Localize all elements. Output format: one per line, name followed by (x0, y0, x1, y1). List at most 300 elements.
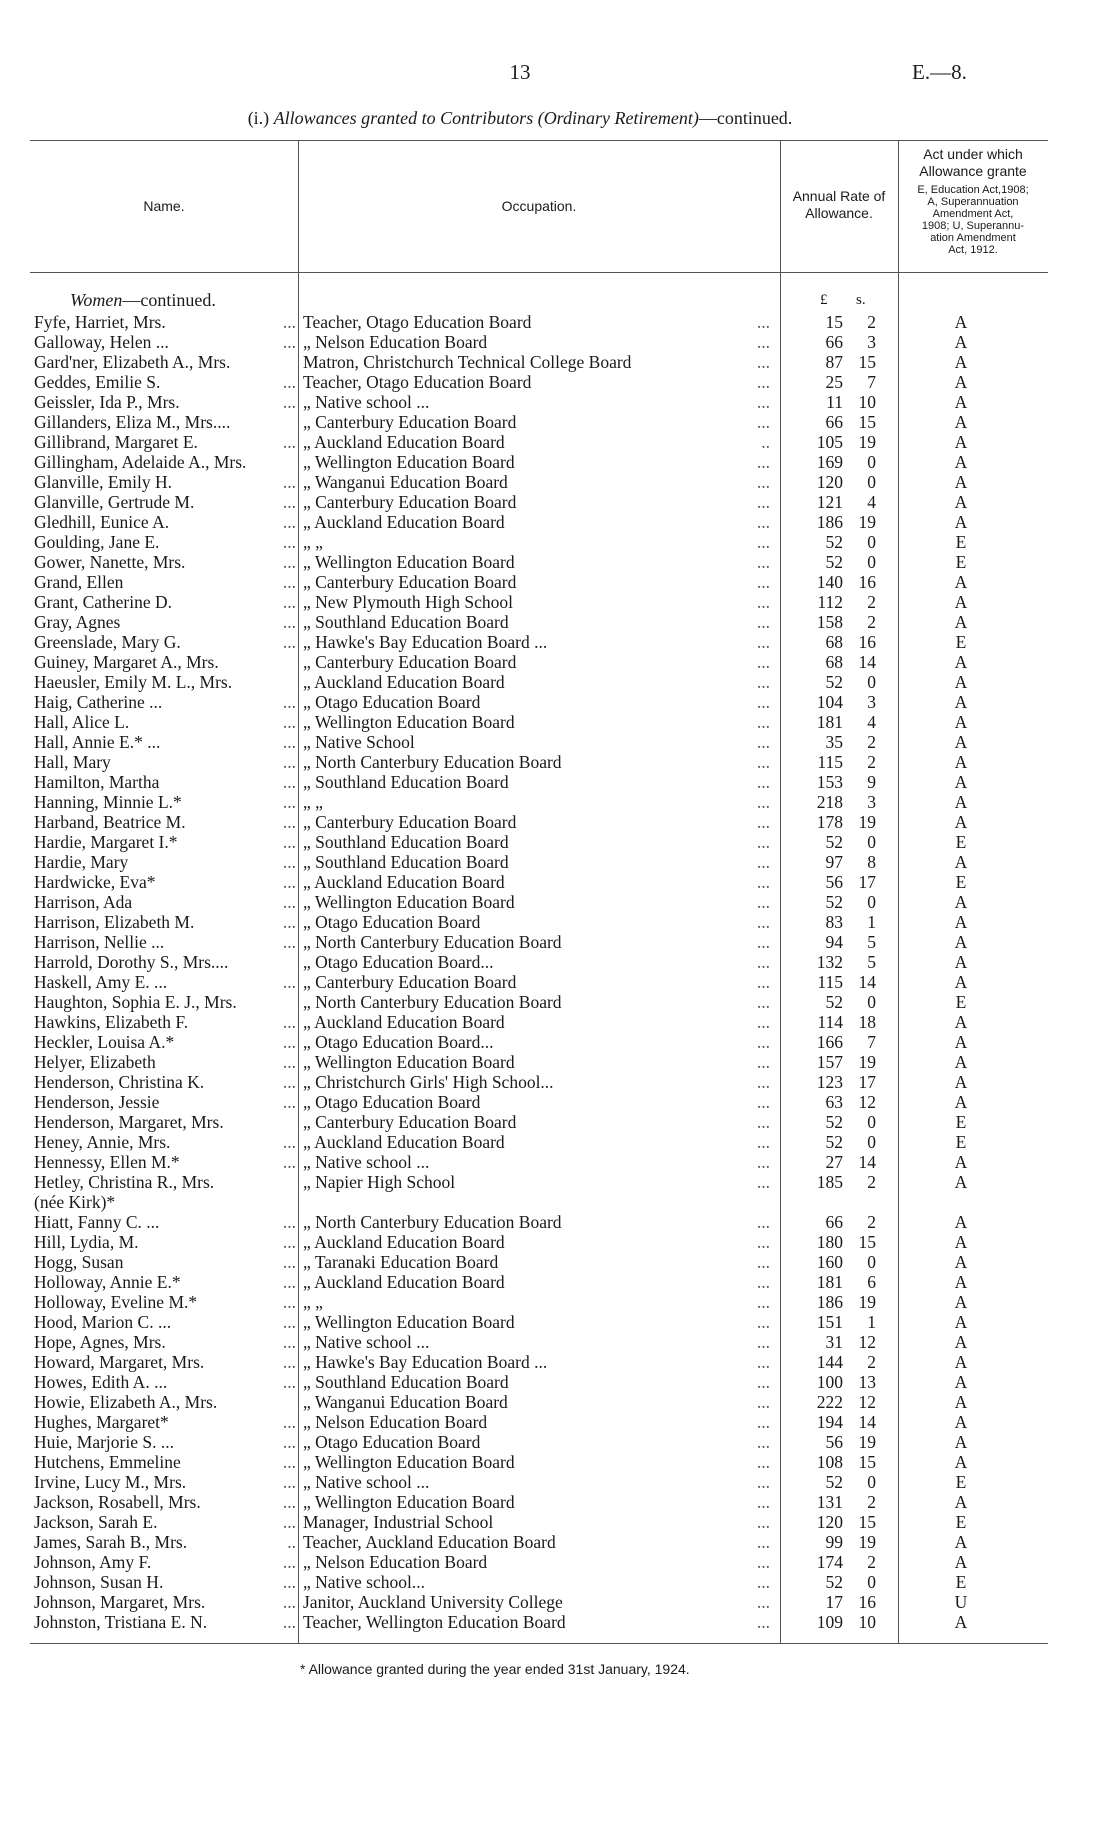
row-pounds: 35 (825, 732, 843, 752)
row-occupation: „ Canterbury Education Board (303, 572, 517, 592)
row-occupation: „ Southland Education Board (303, 772, 509, 792)
table-row (0, 1452, 1114, 1472)
caption-suffix: —continued. (698, 108, 793, 128)
row-leader-dots: ... (756, 1412, 770, 1432)
row-shillings: 13 (858, 1372, 876, 1392)
table-row (0, 472, 1114, 492)
row-pounds: 169 (816, 452, 843, 472)
table-row (0, 1292, 1114, 1312)
row-leader-dots: ... (282, 1032, 296, 1052)
row-leader-dots: ... (756, 712, 770, 732)
row-act: A (954, 932, 968, 952)
row-occupation: „ Wellington Education Board (303, 1052, 515, 1072)
row-occupation: Teacher, Otago Education Board (303, 312, 532, 332)
table-row (0, 972, 1114, 992)
row-pounds: 174 (816, 1552, 843, 1572)
row-leader-dots: .. (761, 432, 770, 452)
row-act: A (954, 452, 968, 472)
row-occupation: „ Native School (303, 732, 415, 752)
row-leader-dots: ... (282, 1092, 296, 1112)
row-leader-dots: ... (282, 592, 296, 612)
table-row (0, 1372, 1114, 1392)
table-row (0, 1052, 1114, 1072)
row-occupation: „ Wellington Education Board (303, 712, 515, 732)
row-act: E (955, 1112, 967, 1132)
row-leader-dots: ... (756, 552, 770, 572)
row-occupation: „ Wellington Education Board (303, 552, 515, 572)
row-occupation: „ Canterbury Education Board (303, 492, 517, 512)
row-shillings: 0 (867, 1252, 876, 1272)
row-occupation: „ Wellington Education Board (303, 1492, 515, 1512)
row-occupation: „ Southland Education Board (303, 1372, 509, 1392)
row-leader-dots: ... (282, 712, 296, 732)
row-leader-dots: ... (282, 1292, 296, 1312)
row-shillings: 12 (858, 1092, 876, 1112)
table-row (0, 1572, 1114, 1592)
row-name: Geissler, Ida P., Mrs. (34, 392, 180, 412)
row-act: A (954, 412, 968, 432)
row-leader-dots: ... (756, 1472, 770, 1492)
row-act: A (954, 972, 968, 992)
row-shillings: 16 (858, 632, 876, 652)
row-shillings: 12 (858, 1392, 876, 1412)
row-name: Harband, Beatrice M. (34, 812, 186, 832)
row-leader-dots: ... (756, 1512, 770, 1532)
row-leader-dots: ... (282, 472, 296, 492)
row-leader-dots: ... (282, 892, 296, 912)
row-leader-dots: ... (282, 972, 296, 992)
row-leader-dots: ... (756, 372, 770, 392)
row-act: A (954, 1152, 968, 1172)
row-pounds: 25 (825, 372, 843, 392)
row-leader-dots: ... (282, 1052, 296, 1072)
row-occupation: Matron, Christchurch Technical College Board (303, 352, 632, 372)
row-pounds: 109 (816, 1612, 843, 1632)
row-shillings: 2 (867, 1492, 876, 1512)
row-leader-dots: ... (282, 732, 296, 752)
row-leader-dots: ... (282, 1152, 296, 1172)
row-name: Helyer, Elizabeth (34, 1052, 156, 1072)
row-name: Irvine, Lucy M., Mrs. (34, 1472, 187, 1492)
table-row (0, 1232, 1114, 1252)
row-pounds: 87 (825, 352, 843, 372)
row-occupation: „ Auckland Education Board (303, 1012, 505, 1032)
row-act: A (954, 1172, 968, 1192)
row-leader-dots: ... (282, 1512, 296, 1532)
row-leader-dots: ... (282, 872, 296, 892)
row-shillings: 2 (867, 312, 876, 332)
row-act: A (954, 692, 968, 712)
row-occupation: „ Southland Education Board (303, 612, 509, 632)
row-act: A (954, 1612, 968, 1632)
table-row (0, 572, 1114, 592)
row-pounds: 112 (817, 592, 843, 612)
row-occupation: „ Native school ... (303, 392, 430, 412)
row-leader-dots: ... (756, 892, 770, 912)
row-pounds: 68 (825, 632, 843, 652)
row-leader-dots: ... (756, 392, 770, 412)
table-row (0, 592, 1114, 612)
row-leader-dots: ... (756, 772, 770, 792)
row-occupation: „ Otago Education Board (303, 1432, 481, 1452)
row-shillings: 4 (867, 712, 876, 732)
table-row (0, 892, 1114, 912)
row-pounds: 186 (816, 1292, 843, 1312)
row-leader-dots: ... (756, 1372, 770, 1392)
row-act: A (954, 1272, 968, 1292)
row-name: Hood, Marion C. ... (34, 1312, 172, 1332)
table-row (0, 1352, 1114, 1372)
row-act: A (954, 812, 968, 832)
row-name: Hiatt, Fanny C. ... (34, 1212, 160, 1232)
row-shillings: 9 (867, 772, 876, 792)
row-leader-dots: ... (282, 572, 296, 592)
row-leader-dots: ... (756, 472, 770, 492)
row-name: (née Kirk)* (34, 1192, 116, 1212)
table-row (0, 1152, 1114, 1172)
column-header-rate (780, 188, 898, 222)
table-row (0, 1132, 1114, 1152)
row-act: A (954, 1292, 968, 1312)
table-row (0, 1412, 1114, 1432)
column-header-name: Name. (143, 198, 185, 214)
row-occupation: „ Wellington Education Board (303, 892, 515, 912)
table-row (0, 432, 1114, 452)
row-occupation: „ Auckland Education Board (303, 1232, 505, 1252)
row-act: A (954, 952, 968, 972)
row-name: Hope, Agnes, Mrs. (34, 1332, 166, 1352)
row-act: A (954, 1092, 968, 1112)
row-leader-dots: ... (756, 1312, 770, 1332)
row-occupation: „ Wellington Education Board (303, 1452, 515, 1472)
row-act: A (954, 1072, 968, 1092)
row-pounds: 153 (816, 772, 843, 792)
row-shillings: 2 (867, 1172, 876, 1192)
row-leader-dots: ... (282, 372, 296, 392)
row-occupation: „ Otago Education Board (303, 1092, 481, 1112)
row-name: Heney, Annie, Mrs. (34, 1132, 171, 1152)
row-act: E (955, 1572, 967, 1592)
row-occupation: „ „ (303, 1292, 323, 1312)
row-name: Hardie, Margaret I.* (34, 832, 178, 852)
table-row (0, 932, 1114, 952)
row-occupation: „ Christchurch Girls' High School... (303, 1072, 554, 1092)
row-act: E (955, 632, 967, 652)
row-act: E (955, 832, 967, 852)
row-shillings: 1 (867, 912, 876, 932)
row-act: A (954, 1252, 968, 1272)
row-leader-dots: ... (282, 1472, 296, 1492)
table-row (0, 1592, 1114, 1612)
table-row (0, 512, 1114, 532)
table-row (0, 872, 1114, 892)
row-name: Johnson, Susan H. (34, 1572, 164, 1592)
row-pounds: 132 (816, 952, 843, 972)
row-leader-dots: ... (282, 1332, 296, 1352)
row-leader-dots: ... (282, 692, 296, 712)
row-leader-dots: ... (282, 1252, 296, 1272)
row-leader-dots: ... (756, 532, 770, 552)
row-occupation: „ Auckland Education Board (303, 512, 505, 532)
row-occupation: „ Auckland Education Board (303, 432, 505, 452)
row-act: A (954, 512, 968, 532)
rate-header-line-2: Allowance. (805, 205, 873, 221)
row-name: Hall, Annie E.* ... (34, 732, 161, 752)
row-occupation: „ Native school... (303, 1572, 425, 1592)
row-act: A (954, 1412, 968, 1432)
row-leader-dots: ... (756, 1532, 770, 1552)
row-pounds: 115 (817, 752, 843, 772)
row-occupation: „ Nelson Education Board (303, 1552, 488, 1572)
row-pounds: 27 (825, 1152, 843, 1172)
column-header-act (898, 146, 1048, 180)
row-pounds: 140 (816, 572, 843, 592)
row-occupation: „ Otago Education Board (303, 912, 481, 932)
row-shillings: 0 (867, 1132, 876, 1152)
row-act: A (954, 912, 968, 932)
row-shillings: 2 (867, 732, 876, 752)
row-pounds: 160 (816, 1252, 843, 1272)
row-pounds: 121 (816, 492, 843, 512)
row-occupation: „ Wellington Education Board (303, 1312, 515, 1332)
row-pounds: 185 (816, 1172, 843, 1192)
row-occupation: „ Nelson Education Board (303, 1412, 488, 1432)
row-act: A (954, 1052, 968, 1072)
row-name: Haughton, Sophia E. J., Mrs. (34, 992, 237, 1012)
row-shillings: 19 (858, 512, 876, 532)
row-pounds: 17 (825, 1592, 843, 1612)
row-leader-dots: ... (756, 1132, 770, 1152)
row-leader-dots: ... (756, 952, 770, 972)
row-occupation: Janitor, Auckland University College (303, 1592, 563, 1612)
table-row (0, 852, 1114, 872)
row-leader-dots: ... (756, 512, 770, 532)
row-name: Grand, Ellen (34, 572, 124, 592)
row-shillings: 8 (867, 852, 876, 872)
act-key-line-3: Amendment Act, (932, 208, 1014, 220)
row-shillings: 18 (858, 1012, 876, 1032)
row-act: A (954, 592, 968, 612)
row-leader-dots: ... (282, 632, 296, 652)
row-shillings: 5 (867, 952, 876, 972)
table-row (0, 1472, 1114, 1492)
row-leader-dots: ... (282, 792, 296, 812)
row-leader-dots: ... (282, 432, 296, 452)
row-pounds: 114 (817, 1012, 843, 1032)
row-occupation: „ „ (303, 792, 323, 812)
row-leader-dots: ... (756, 572, 770, 592)
row-pounds: 181 (816, 712, 843, 732)
row-occupation: „ North Canterbury Education Board (303, 932, 562, 952)
row-shillings: 2 (867, 592, 876, 612)
table-row (0, 1212, 1114, 1232)
row-shillings: 19 (858, 1292, 876, 1312)
row-leader-dots: ... (756, 1592, 770, 1612)
footnote: * Allowance granted during the year ended 31st January, 1924. (300, 1661, 690, 1677)
table-row (0, 1172, 1114, 1192)
row-pounds: 218 (816, 792, 843, 812)
row-act: E (955, 1132, 967, 1152)
row-leader-dots: ... (756, 1452, 770, 1472)
row-shillings: 2 (867, 1352, 876, 1372)
row-shillings: 7 (867, 372, 876, 392)
row-leader-dots: ... (282, 1372, 296, 1392)
row-shillings: 15 (858, 412, 876, 432)
row-name: Harrison, Elizabeth M. (34, 912, 195, 932)
row-act: A (954, 312, 968, 332)
row-name: Hall, Alice L. (34, 712, 130, 732)
page-number: 13 (509, 60, 531, 84)
table-row (0, 672, 1114, 692)
row-name: Hetley, Christina R., Mrs. (34, 1172, 215, 1192)
row-name: Hill, Lydia, M. (34, 1232, 139, 1252)
row-pounds: 15 (825, 312, 843, 332)
row-shillings: 12 (858, 1332, 876, 1352)
row-occupation: Teacher, Auckland Education Board (303, 1532, 556, 1552)
row-act: A (954, 1012, 968, 1032)
row-act: E (955, 992, 967, 1012)
row-pounds: 120 (816, 1512, 843, 1532)
row-name: Galloway, Helen ... (34, 332, 169, 352)
row-name: Johnson, Margaret, Mrs. (34, 1592, 206, 1612)
row-name: Gower, Nanette, Mrs. (34, 552, 186, 572)
row-act: A (954, 372, 968, 392)
row-name: Haskell, Amy E. ... (34, 972, 168, 992)
row-shillings: 19 (858, 1052, 876, 1072)
row-leader-dots: ... (282, 1592, 296, 1612)
row-name: Gillanders, Eliza M., Mrs.... (34, 412, 231, 432)
row-name: Hall, Mary (34, 752, 111, 772)
row-name: Gledhill, Eunice A. (34, 512, 170, 532)
row-occupation: „ Wanganui Education Board (303, 1392, 508, 1412)
act-key-line-4: 1908; U, Superannu- (921, 220, 1025, 232)
row-act: A (954, 352, 968, 372)
table-row (0, 532, 1114, 552)
row-leader-dots: ... (756, 1252, 770, 1272)
row-occupation: „ Hawke's Bay Education Board ... (303, 1352, 548, 1372)
table-row (0, 372, 1114, 392)
table-row (0, 772, 1114, 792)
row-leader-dots: ... (756, 812, 770, 832)
row-leader-dots: ... (756, 1432, 770, 1452)
row-act: A (954, 332, 968, 352)
row-pounds: 104 (816, 692, 843, 712)
row-occupation: „ Napier High School (303, 1172, 456, 1192)
row-shillings: 6 (867, 1272, 876, 1292)
row-leader-dots: ... (756, 992, 770, 1012)
table-row (0, 452, 1114, 472)
table-row (0, 1612, 1114, 1632)
row-leader-dots: ... (282, 812, 296, 832)
row-leader-dots: ... (282, 1132, 296, 1152)
row-shillings: 15 (858, 352, 876, 372)
table-row (0, 552, 1114, 572)
row-pounds: 97 (825, 852, 843, 872)
row-leader-dots: ... (756, 1092, 770, 1112)
row-act: A (954, 1552, 968, 1572)
row-occupation: „ Native school ... (303, 1472, 430, 1492)
row-leader-dots: ... (756, 1572, 770, 1592)
row-occupation: „ Canterbury Education Board (303, 972, 517, 992)
row-leader-dots: ... (756, 1232, 770, 1252)
row-shillings: 16 (858, 572, 876, 592)
row-shillings: 0 (867, 552, 876, 572)
act-key-line-2: A, Superannuation (927, 196, 1019, 208)
row-leader-dots: ... (282, 1552, 296, 1572)
row-leader-dots: ... (282, 612, 296, 632)
row-leader-dots: ... (282, 532, 296, 552)
row-shillings: 0 (867, 1472, 876, 1492)
row-pounds: 31 (825, 1332, 843, 1352)
table-row (0, 1072, 1114, 1092)
row-act: A (954, 1352, 968, 1372)
row-pounds: 194 (816, 1412, 843, 1432)
row-leader-dots: ... (756, 732, 770, 752)
row-name: Howie, Elizabeth A., Mrs. (34, 1392, 218, 1412)
row-occupation: „ „ (303, 532, 323, 552)
table-row (0, 952, 1114, 972)
row-name: Henderson, Christina K. (34, 1072, 205, 1092)
row-leader-dots: ... (756, 832, 770, 852)
row-leader-dots: ... (282, 912, 296, 932)
caption-title: Allowances granted to Contributors (Ordinary Retirement) (273, 108, 699, 128)
row-leader-dots: ... (756, 632, 770, 652)
row-occupation: „ Otago Education Board... (303, 1032, 494, 1052)
row-occupation: „ Nelson Education Board (303, 332, 488, 352)
rate-header-line-1: Annual Rate of (792, 188, 886, 204)
row-act: A (954, 1492, 968, 1512)
section-label-italic: Women (70, 290, 123, 310)
row-leader-dots: ... (282, 332, 296, 352)
row-occupation: „ Otago Education Board (303, 692, 481, 712)
row-occupation: „ Canterbury Education Board (303, 812, 517, 832)
table-row (0, 732, 1114, 752)
row-pounds: 131 (816, 1492, 843, 1512)
row-name: Hennessy, Ellen M.* (34, 1152, 180, 1172)
act-key-line-6: Act, 1912. (948, 244, 998, 256)
row-pounds: 186 (816, 512, 843, 532)
row-shillings: 7 (867, 1032, 876, 1052)
row-leader-dots: ... (756, 1152, 770, 1172)
table-row (0, 992, 1114, 1012)
table-row (0, 1512, 1114, 1532)
table-row (0, 832, 1114, 852)
caption-prefix: (i.) (247, 108, 274, 128)
row-pounds: 123 (816, 1072, 843, 1092)
row-pounds: 108 (816, 1452, 843, 1472)
row-occupation: „ Taranaki Education Board (303, 1252, 499, 1272)
row-name: Gillibrand, Margaret E. (34, 432, 198, 452)
row-leader-dots: ... (282, 1312, 296, 1332)
table-row (0, 492, 1114, 512)
row-leader-dots: ... (282, 492, 296, 512)
table-top-rule (30, 140, 1048, 141)
row-act: E (955, 872, 967, 892)
table-row (0, 1012, 1114, 1032)
row-leader-dots: ... (756, 1212, 770, 1232)
row-leader-dots: ... (282, 1452, 296, 1472)
row-name: Heckler, Louisa A.* (34, 1032, 175, 1052)
row-leader-dots: .. (287, 1532, 296, 1552)
table-row (0, 1192, 1114, 1212)
table-row (0, 312, 1114, 332)
row-name: Henderson, Margaret, Mrs. (34, 1112, 224, 1132)
row-leader-dots: ... (756, 932, 770, 952)
row-shillings: 0 (867, 672, 876, 692)
row-leader-dots: ... (282, 1352, 296, 1372)
row-shillings: 1 (867, 1312, 876, 1332)
row-act: A (954, 1232, 968, 1252)
